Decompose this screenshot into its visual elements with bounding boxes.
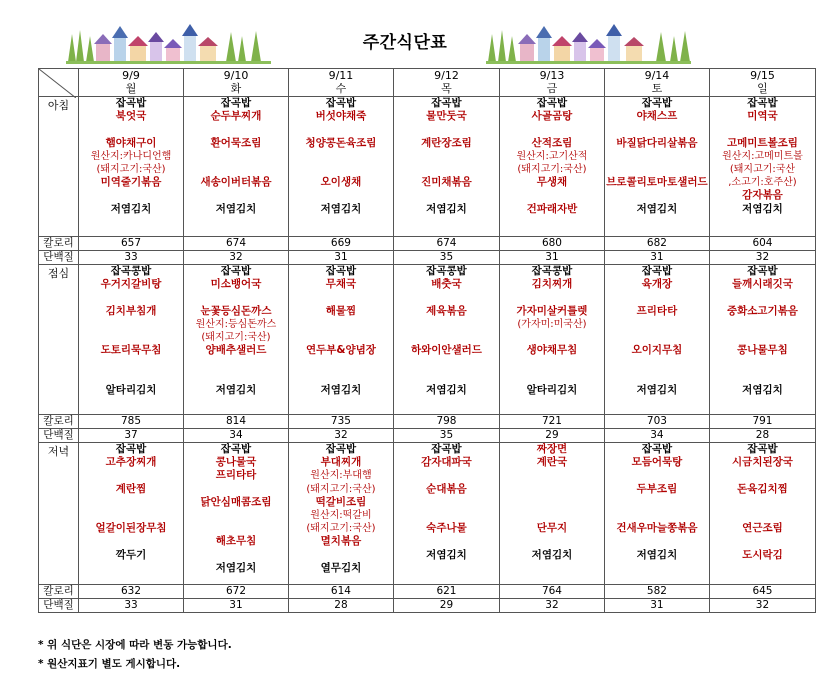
dish-name: 짜장면 (536, 443, 568, 455)
dish-name: 북엇국 (115, 110, 147, 123)
dish-name: 잡곡밥 (220, 97, 252, 109)
spacer (184, 123, 288, 136)
spacer (500, 469, 604, 495)
menu-cell (709, 265, 815, 415)
calorie-value: 614 (288, 585, 393, 599)
calorie-value: 604 (709, 237, 815, 251)
protein-value: 29 (393, 599, 499, 613)
dish-name: 오이생채 (320, 176, 362, 189)
dish-name: 버섯야채죽 (315, 110, 367, 123)
dish-name: 하와이안샐러드 (410, 344, 482, 357)
dish-name: 눈꽃등심돈까스 (200, 304, 272, 317)
dish-name: 잡곡밥 (747, 97, 778, 109)
spacer (394, 189, 499, 202)
village-illustration-left (66, 22, 271, 64)
protein-value: 29 (499, 429, 604, 443)
protein-value: 32 (709, 599, 815, 613)
dish-name: 미역국 (747, 110, 778, 123)
spacer (605, 469, 709, 482)
footnote-1: * 위 식단은 시장에 따라 변동 가능합니다. (38, 639, 232, 651)
protein-value: 32 (184, 251, 289, 265)
protein-row (39, 599, 816, 613)
diagonal-line (39, 69, 76, 98)
dish-name: 햄야채구이 (105, 136, 157, 149)
dish-name: 오이지무침 (631, 344, 683, 357)
menu-cell (288, 443, 393, 585)
dish-name: 알타리김치 (526, 383, 578, 396)
calorie-value: 814 (184, 415, 289, 429)
dish-name: 고추장찌개 (105, 456, 157, 469)
dish-name: 저염김치 (215, 561, 257, 574)
calorie-value: 785 (79, 415, 184, 429)
spacer (500, 357, 604, 383)
dish-name: 환어묵조림 (210, 136, 262, 149)
menu-cell (709, 443, 815, 585)
spacer (184, 150, 288, 176)
day-date: 9/9 (122, 69, 140, 82)
dish-name: 물만둣국 (426, 110, 467, 123)
dish-name: 감자대파국 (421, 456, 472, 469)
spacer (184, 549, 288, 562)
meal-row (39, 443, 816, 585)
day-date: 9/10 (223, 69, 249, 82)
calorie-value: 657 (79, 237, 184, 251)
dish-name: 잡곡밥 (220, 443, 252, 455)
dish-name: 김치찌개 (531, 278, 573, 291)
spacer (394, 469, 499, 482)
spacer (79, 469, 183, 482)
menu-cell (288, 265, 393, 415)
day-header (184, 69, 289, 97)
spacer (184, 509, 288, 535)
dish-name: 시금치된장국 (732, 456, 793, 469)
origin-note: 원산지:카나디언햄 (90, 150, 172, 162)
menu-cell (184, 443, 289, 585)
calorie-row (39, 237, 816, 251)
dish-name: 미역줄기볶음 (100, 176, 162, 189)
meal-label: 점심 (39, 265, 79, 415)
protein-label: 단백질 (39, 429, 79, 443)
menu-cell (393, 265, 499, 415)
menu-cell (288, 97, 393, 237)
dish-name: 잡곡밥 (325, 265, 357, 277)
meal-label: 아침 (39, 97, 79, 237)
spacer (394, 123, 499, 136)
calorie-value: 674 (393, 237, 499, 251)
calorie-value: 645 (709, 585, 815, 599)
spacer (289, 318, 393, 344)
dish-name: 야채스프 (636, 110, 678, 123)
spacer (500, 496, 604, 522)
spacer (289, 150, 393, 176)
dish-name: 닭안심매콤조림 (200, 495, 272, 508)
menu-cell (499, 97, 604, 237)
header-row (39, 69, 816, 97)
dish-name: 잡곡콩밥 (426, 265, 467, 277)
spacer (605, 189, 709, 202)
spacer (289, 549, 393, 562)
calorie-label: 칼로리 (39, 585, 79, 599)
spacer (79, 189, 183, 202)
day-date: 9/11 (328, 69, 354, 82)
dish-name: 해물찜 (325, 304, 357, 317)
day-of-week: 수 (335, 82, 347, 95)
dish-name: 계란장조림 (421, 136, 472, 149)
dish-name: 저염김치 (215, 383, 257, 396)
protein-value: 33 (79, 599, 184, 613)
origin-note: (돼지고기:국산) (306, 483, 376, 495)
dish-name: 두부조림 (636, 482, 678, 495)
protein-value: 35 (393, 429, 499, 443)
footnote-2: * 원산지표기 별도 게시합니다. (38, 658, 181, 670)
day-header (709, 69, 815, 97)
calorie-value: 669 (288, 237, 393, 251)
spacer (500, 189, 604, 202)
dish-name: 건파래자반 (526, 202, 578, 215)
spacer (394, 150, 499, 176)
dish-name: 잡곡밥 (220, 265, 252, 277)
spacer (79, 496, 183, 522)
dish-name: 잡곡밥 (431, 97, 462, 109)
spacer (710, 123, 815, 136)
menu-cell (79, 97, 184, 237)
spacer (79, 318, 183, 344)
menu-cell (393, 443, 499, 585)
page-title: 주간식단표 (362, 33, 448, 53)
menu-cell (79, 443, 184, 585)
dish-name: 잡곡밥 (115, 97, 147, 109)
dish-name: 건새우마늘쫑볶음 (616, 522, 698, 535)
spacer (710, 496, 815, 522)
protein-value: 31 (604, 251, 709, 265)
day-header (393, 69, 499, 97)
dish-name: 얼갈이된장무침 (95, 522, 167, 535)
dish-name: 저염김치 (531, 548, 573, 561)
spacer (500, 331, 604, 344)
spacer (500, 291, 604, 304)
dish-name: 도시락김 (742, 548, 783, 561)
dish-name: 진미채볶음 (421, 176, 472, 189)
spacer (289, 357, 393, 383)
dish-name: 계란찜 (115, 482, 147, 495)
dish-name: 생야채무침 (526, 344, 578, 357)
dish-name: 중화소고기볶음 (726, 304, 798, 317)
protein-value: 32 (709, 251, 815, 265)
protein-value: 32 (499, 599, 604, 613)
dish-name: 알타리김치 (105, 383, 157, 396)
dish-name: 저염김치 (636, 548, 678, 561)
origin-note: 원산지:등심돈까스 (195, 318, 277, 330)
dish-name: 콩나물무침 (737, 344, 788, 357)
day-of-week: 금 (546, 82, 558, 95)
dish-name: 열무김치 (320, 561, 362, 574)
origin-note: 원산지:떡갈비 (310, 510, 372, 522)
calorie-value: 721 (499, 415, 604, 429)
protein-value: 31 (604, 599, 709, 613)
spacer (605, 496, 709, 522)
day-header (79, 69, 184, 97)
spacer (394, 357, 499, 383)
spacer (710, 535, 815, 548)
dish-name: 고메미트볼조림 (726, 136, 798, 149)
day-date: 9/13 (539, 69, 565, 82)
dish-name: 프리타타 (215, 469, 257, 482)
dish-name: 순두부찌개 (210, 110, 262, 123)
dish-name: 저염김치 (110, 202, 152, 215)
dish-name: 잡곡밥 (431, 443, 462, 455)
menu-cell (709, 97, 815, 237)
spacer (500, 535, 604, 548)
dish-name: 돈육김치찜 (737, 482, 788, 495)
calorie-row (39, 585, 816, 599)
dish-name: 잡곡밥 (747, 443, 778, 455)
dish-name: 잡곡밥 (325, 443, 357, 455)
dish-name: 브로콜리토마토샐러드 (606, 176, 708, 189)
spacer (79, 291, 183, 304)
dish-name: 새송이버터볶음 (200, 176, 272, 189)
spacer (289, 189, 393, 202)
spacer (605, 291, 709, 304)
origin-note: (돼지고기:국산) (201, 332, 271, 343)
dish-name: 잡곡밥 (641, 265, 673, 277)
menu-cell (184, 265, 289, 415)
dish-name: 멸치볶음 (320, 535, 362, 548)
spacer (605, 123, 709, 136)
dish-name: 깍두기 (115, 548, 147, 561)
dish-name: 떡갈비조림 (315, 495, 367, 508)
dish-name: 저염김치 (320, 202, 362, 215)
dish-name: 콩나물국 (215, 456, 257, 469)
dish-name: 저염김치 (426, 202, 467, 215)
dish-name: 잡곡밥 (115, 443, 147, 455)
corner-cell (39, 69, 79, 97)
dish-name: 숙주나물 (426, 522, 467, 535)
dish-name: 무채국 (325, 278, 357, 291)
day-date: 9/14 (644, 69, 670, 82)
spacer (184, 483, 288, 496)
calorie-label: 칼로리 (39, 415, 79, 429)
dish-name: 제육볶음 (426, 304, 467, 317)
spacer (394, 496, 499, 522)
menu-cell (499, 443, 604, 585)
dish-name: 저염김치 (636, 202, 678, 215)
dish-name: 저염김치 (426, 383, 467, 396)
spacer (394, 318, 499, 344)
spacer (605, 150, 709, 176)
spacer (605, 535, 709, 548)
dish-name: 우거지갈비탕 (100, 278, 162, 291)
dish-name: 모듬어묵탕 (631, 456, 683, 469)
spacer (394, 291, 499, 304)
calorie-value: 791 (709, 415, 815, 429)
day-of-week: 화 (230, 82, 242, 95)
dish-name: 들깨시래깃국 (732, 278, 793, 291)
spacer (710, 291, 815, 304)
calorie-value: 735 (288, 415, 393, 429)
dish-name: 바질닭다리살볶음 (616, 136, 698, 149)
dish-name: 가자미살커틀렛 (516, 304, 588, 317)
meal-label: 저녁 (39, 443, 79, 585)
dish-name: 잡곡밥 (641, 443, 673, 455)
spacer (394, 535, 499, 548)
dish-name: 연두부&양념장 (305, 344, 376, 357)
dish-name: 해초무침 (215, 535, 257, 548)
menu-cell (184, 97, 289, 237)
dish-name: 무생채 (536, 176, 568, 189)
calorie-value: 764 (499, 585, 604, 599)
protein-label: 단백질 (39, 599, 79, 613)
protein-value: 34 (184, 429, 289, 443)
dish-name: 청양콩돈육조림 (305, 136, 377, 149)
calorie-row (39, 415, 816, 429)
menu-cell (499, 265, 604, 415)
dish-name: 저염김치 (426, 548, 467, 561)
protein-label: 단백질 (39, 251, 79, 265)
dish-name: 저염김치 (320, 383, 362, 396)
dish-name: 감자볶음 (742, 189, 783, 202)
day-header (604, 69, 709, 97)
day-date: 9/12 (434, 69, 459, 82)
protein-value: 31 (184, 599, 289, 613)
spacer (500, 123, 604, 136)
spacer (79, 357, 183, 383)
protein-value: 35 (393, 251, 499, 265)
dish-name: 잡곡밥 (325, 97, 357, 109)
weekly-menu-table (38, 68, 816, 613)
menu-cell (604, 443, 709, 585)
spacer (289, 123, 393, 136)
dish-name: 부대찌개 (320, 456, 362, 469)
menu-cell (604, 265, 709, 415)
calorie-value: 621 (393, 585, 499, 599)
origin-note: (돼지고기:국산 (729, 164, 796, 175)
day-of-week: 월 (125, 82, 137, 95)
calorie-value: 798 (393, 415, 499, 429)
dish-name: 저염김치 (742, 383, 783, 396)
spacer (184, 357, 288, 383)
protein-row (39, 251, 816, 265)
dish-name: 도토리묵무침 (100, 344, 162, 357)
day-header (499, 69, 604, 97)
menu-cell (604, 97, 709, 237)
dish-name: 잡곡콩밥 (110, 265, 152, 277)
calorie-value: 632 (79, 585, 184, 599)
spacer (289, 291, 393, 304)
spacer (79, 535, 183, 548)
protein-row (39, 429, 816, 443)
day-date: 9/15 (750, 69, 775, 82)
dish-name: 사골곰탕 (531, 110, 573, 123)
dish-name: 잡곡밥 (641, 97, 673, 109)
calorie-value: 672 (184, 585, 289, 599)
dish-name: 잡곡콩밥 (531, 265, 573, 277)
day-header (288, 69, 393, 97)
dish-name: 저염김치 (215, 202, 257, 215)
calorie-value: 674 (184, 237, 289, 251)
protein-value: 31 (288, 251, 393, 265)
meal-row (39, 265, 816, 415)
menu-cell (79, 265, 184, 415)
dish-name: 배춧국 (431, 278, 462, 291)
day-of-week: 목 (441, 82, 452, 95)
origin-note: (돼지고기:국산) (517, 164, 587, 175)
dish-name: 단무지 (536, 522, 568, 535)
dish-name: 저염김치 (636, 383, 678, 396)
origin-note: 원산지:고기산적 (516, 150, 588, 162)
protein-value: 28 (288, 599, 393, 613)
protein-value: 34 (604, 429, 709, 443)
spacer (184, 291, 288, 304)
origin-note: (가자미:미국산) (517, 318, 587, 330)
origin-note: (돼지고기:국산) (96, 164, 166, 175)
dish-name: 육개장 (641, 278, 673, 291)
spacer (710, 357, 815, 383)
calorie-label: 칼로리 (39, 237, 79, 251)
protein-value: 28 (709, 429, 815, 443)
dish-name: 계란국 (536, 456, 568, 469)
spacer (184, 189, 288, 202)
spacer (79, 123, 183, 136)
dish-name: 양배추샐러드 (205, 344, 267, 357)
dish-name: 저염김치 (742, 202, 783, 215)
dish-name: 잡곡밥 (747, 265, 778, 277)
calorie-value: 703 (604, 415, 709, 429)
dish-name: 잡곡밥 (536, 97, 568, 109)
calorie-value: 682 (604, 237, 709, 251)
calorie-value: 680 (499, 237, 604, 251)
protein-value: 32 (288, 429, 393, 443)
calorie-value: 582 (604, 585, 709, 599)
day-of-week: 일 (757, 82, 768, 95)
dish-name: 프리타타 (636, 304, 678, 317)
origin-note: 원산지:고메미트볼 (722, 150, 803, 162)
protein-value: 37 (79, 429, 184, 443)
dish-name: 미소뱅어국 (210, 278, 262, 291)
dish-name: 산적조림 (531, 136, 573, 149)
dish-name: 김치부침개 (105, 304, 157, 317)
origin-note: 원산지:부대햄 (310, 470, 372, 482)
village-illustration-right (486, 22, 691, 64)
spacer (710, 318, 815, 344)
dish-name: 순대볶음 (426, 482, 467, 495)
day-of-week: 토 (651, 82, 663, 95)
protein-value: 33 (79, 251, 184, 265)
protein-value: 31 (499, 251, 604, 265)
dish-name: 연근조림 (742, 522, 783, 535)
menu-cell (393, 97, 499, 237)
spacer (710, 469, 815, 482)
meal-row (39, 97, 816, 237)
origin-note: (돼지고기:국산) (306, 523, 376, 535)
origin-note: ,소고기:호주산) (728, 177, 797, 189)
spacer (605, 357, 709, 383)
spacer (605, 318, 709, 344)
header (0, 0, 835, 68)
